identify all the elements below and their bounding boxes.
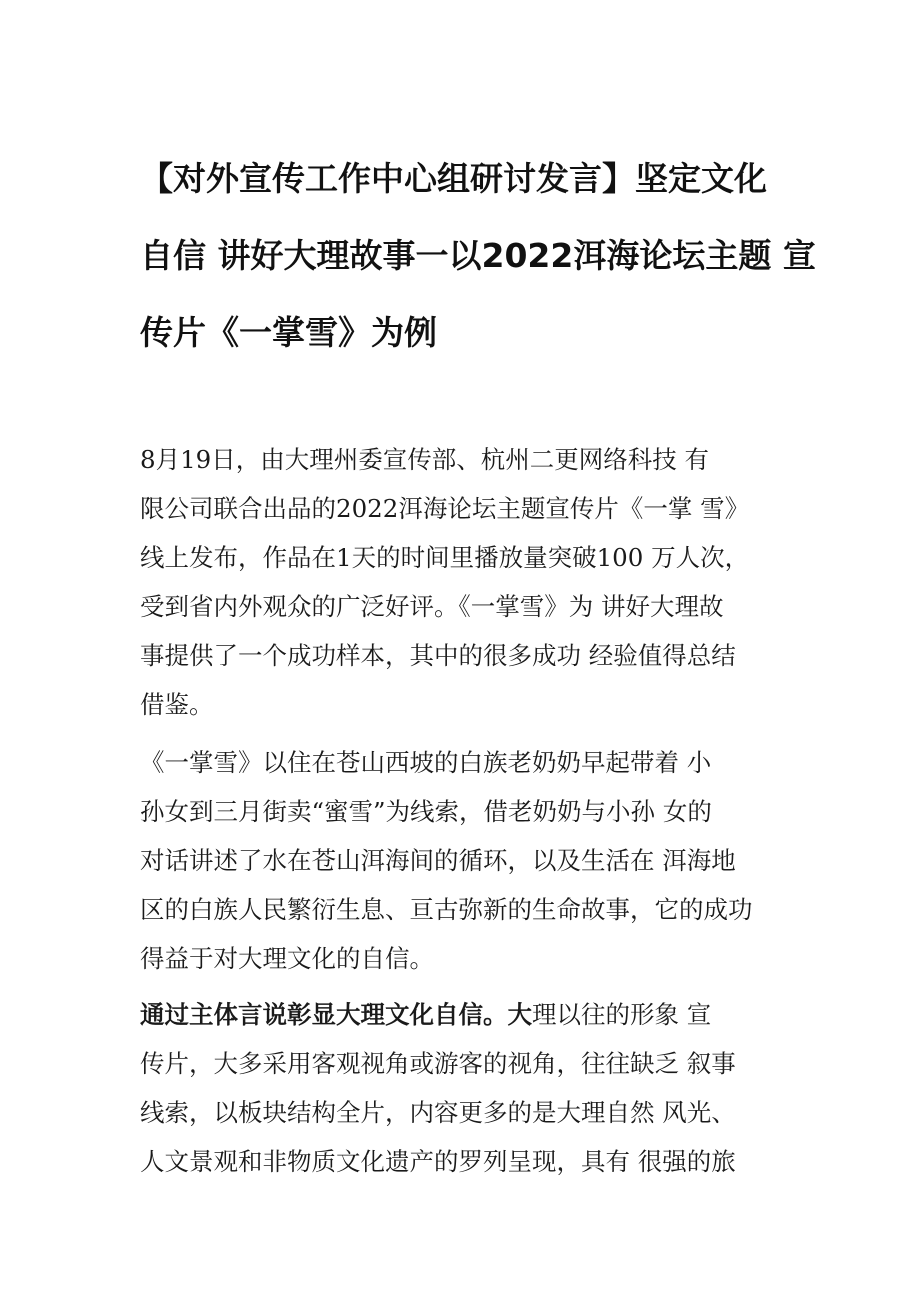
title-line: 自信 讲好大理故事一以2022洱海论坛主题 宣	[140, 236, 816, 275]
paragraph-lead-heading: 通过主体言说彰显大理文化自信。大	[140, 1000, 532, 1029]
paragraph-line: 事提供了一个成功样本，其中的很多成功 经验值得总结	[140, 641, 736, 670]
paragraph-line: 传片，大多采用客观视角或游客的视角，往往缺乏 叙事	[140, 1049, 736, 1078]
paragraph-line: 8月19日，由大理州委宣传部、杭州二更网络科技 有	[140, 445, 710, 474]
paragraph-first-line	[140, 990, 790, 1039]
paragraph-line: 对话讲述了水在苍山洱海间的循环，以及生活在 洱海地	[140, 846, 736, 875]
paragraph-line: 线索，以板块结构全片，内容更多的是大理自然 风光、	[140, 1098, 736, 1127]
title-line: 传片《一掌雪》为例	[140, 313, 437, 352]
paragraph-first-line-rest: 理以往的形象 宣	[532, 1000, 712, 1029]
paragraph-line: 孙女到三月街卖“蜜雪”为线索，借老奶奶与小孙 女的	[140, 797, 712, 826]
paragraph-1	[140, 435, 790, 729]
paragraph-line: 线上发布，作品在1天的时间里播放量突破100 万人次，	[140, 543, 750, 572]
paragraph-line: 受到省内外观众的广泛好评。《一掌雪》为 讲好大理故	[140, 592, 724, 621]
paragraph-line: 区的白族人民繁衍生息、亘古弥新的生命故事，它的成功	[140, 895, 753, 924]
paragraph-2	[140, 738, 790, 983]
title-line: 【对外宣传工作中心组研讨发言】坚定文化	[140, 159, 767, 198]
paragraph-line: 《一掌雪》以住在苍山西坡的白族老奶奶早起带着 小	[140, 748, 712, 777]
paragraph-line: 借鉴。	[140, 690, 214, 719]
paragraph-line: 限公司联合出品的2022洱海论坛主题宣传片《一掌 雪》	[140, 494, 750, 523]
paragraph-line: 得益于对大理文化的自信。	[140, 944, 434, 973]
document-title	[140, 140, 816, 371]
paragraph-line: 人文景观和非物质文化遗产的罗列呈现，具有 很强的旅	[140, 1147, 736, 1176]
paragraph-3	[140, 990, 790, 1186]
